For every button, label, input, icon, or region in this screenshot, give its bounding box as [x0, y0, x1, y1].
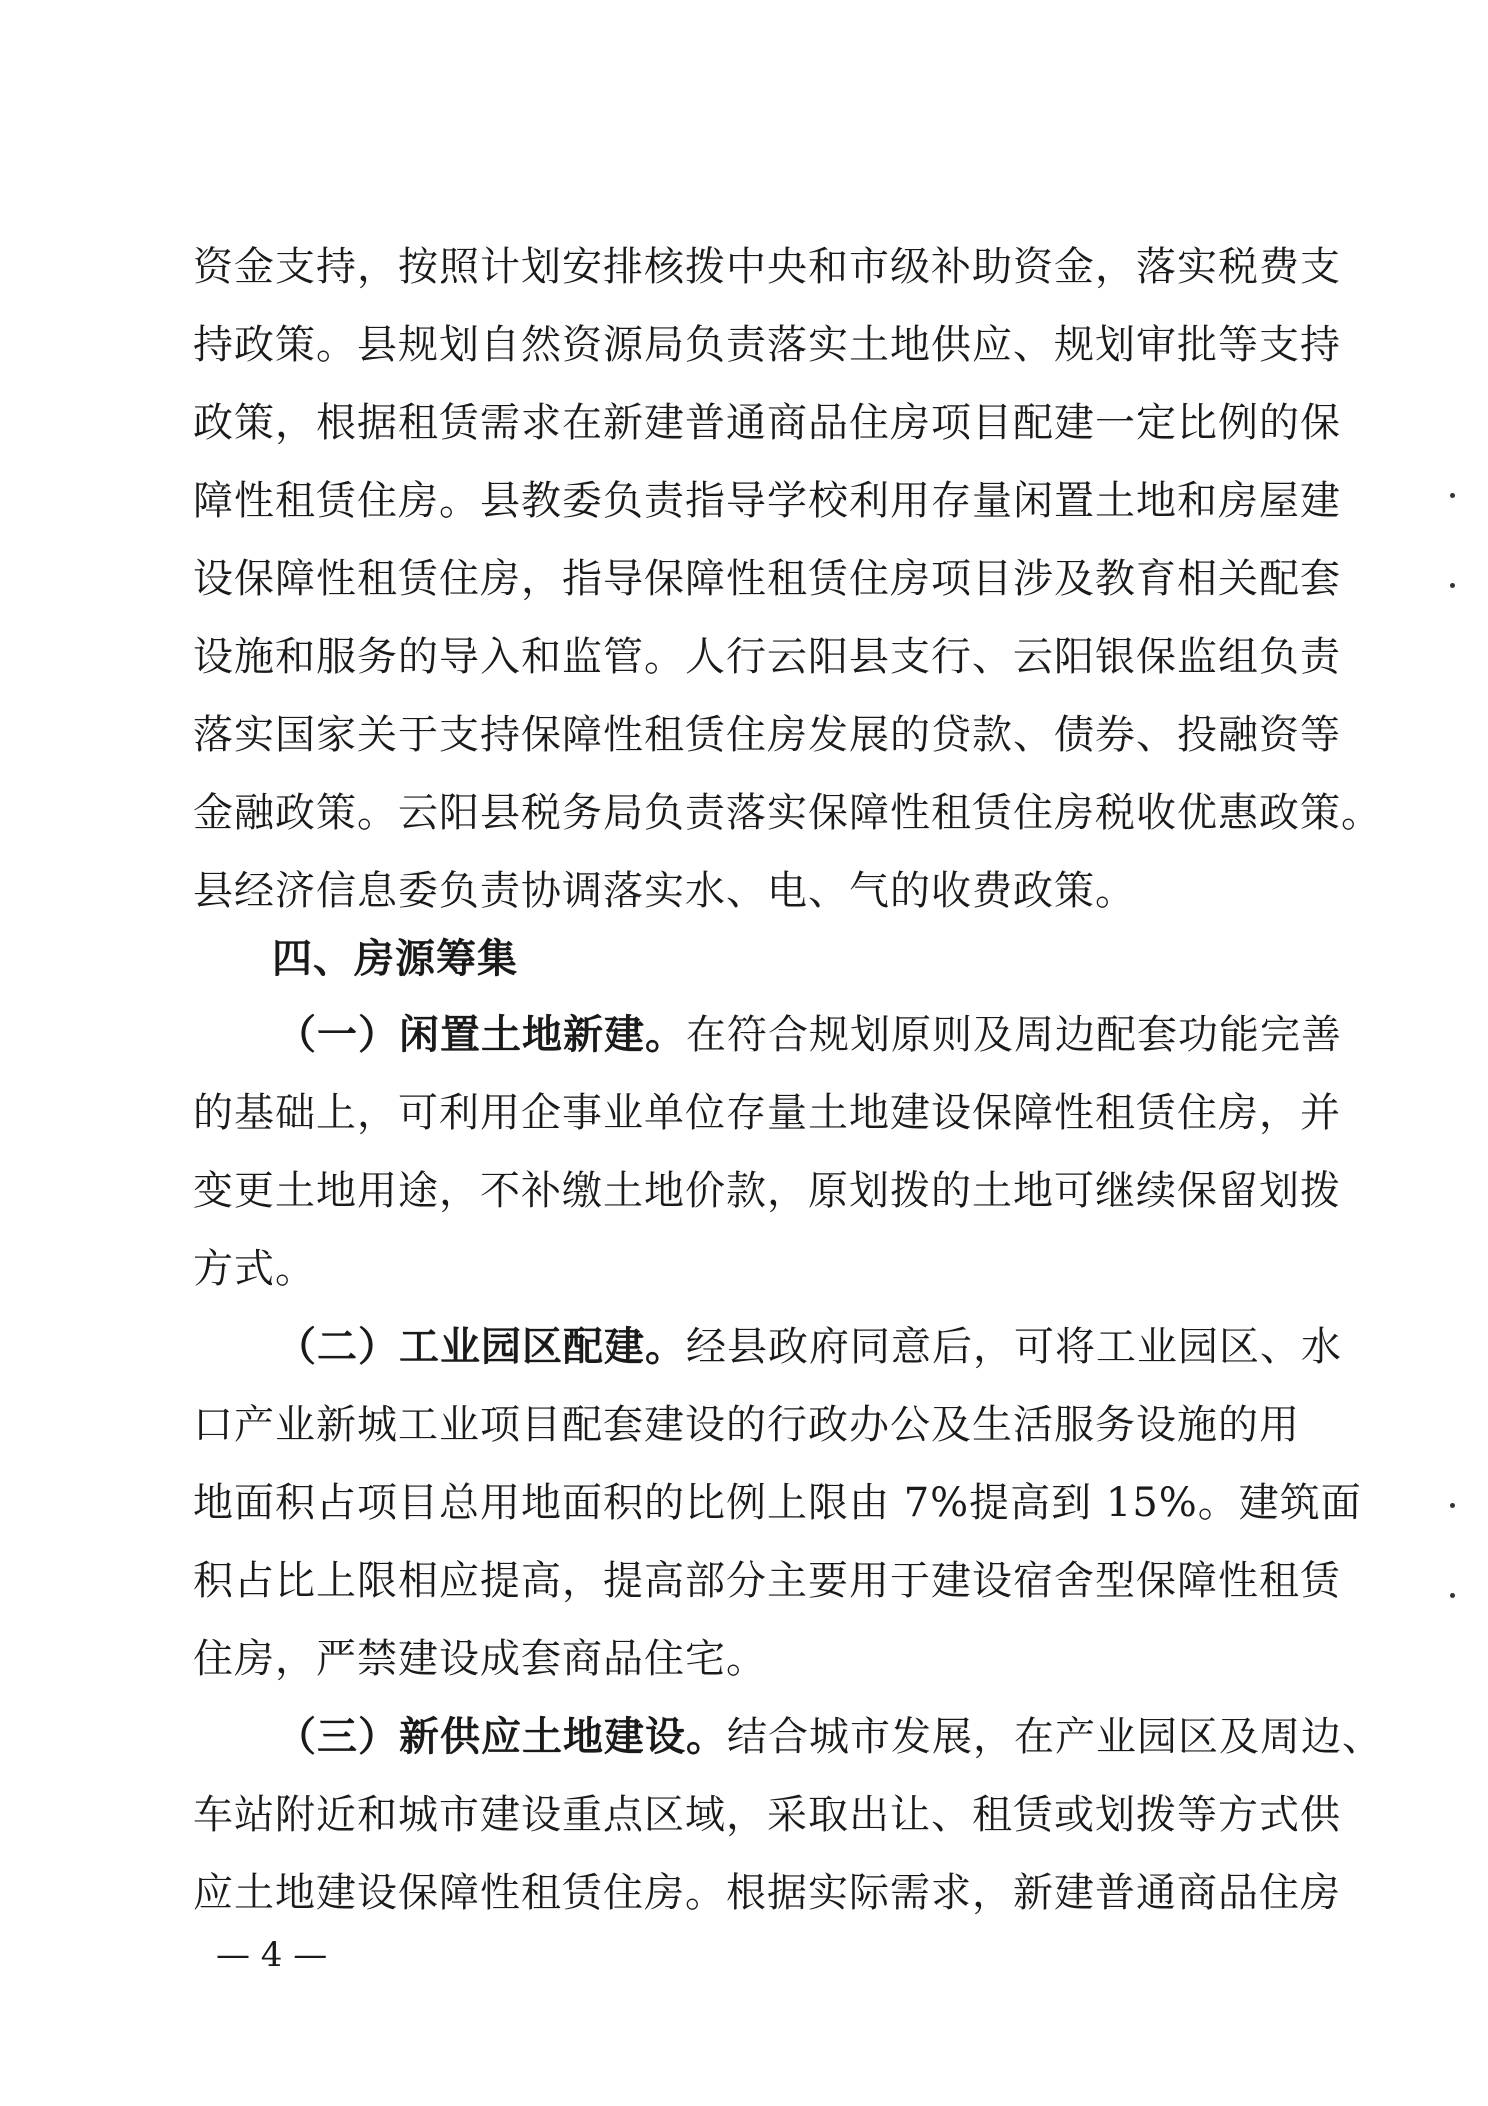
body-line-7: 落实国家关于支持保障性租赁住房发展的贷款、债券、投融资等 — [193, 712, 1341, 758]
body-line-3: 政策，根据租赁需求在新建普通商品住房项目配建一定比例的保 — [193, 400, 1341, 446]
para2-line-5: 住房，严禁建设成套商品住宅。 — [193, 1636, 767, 1682]
body-line-6: 设施和服务的导入和监管。人行云阳县支行、云阳银保监组负责 — [193, 634, 1341, 680]
para3-line-3: 应土地建设保障性租赁住房。根据实际需求，新建普通商品住房 — [193, 1870, 1341, 1916]
section-heading: 四、房源筹集 — [272, 935, 518, 982]
para1-first-line — [276, 1011, 1342, 1059]
para2-line-2: 口产业新城工业项目配套建设的行政办公及生活服务设施的用 — [193, 1402, 1300, 1448]
body-line-4: 障性租赁住房。县教委负责指导学校利用存量闲置土地和房屋建 — [193, 478, 1341, 524]
para2-line-4: 积占比上限相应提高，提高部分主要用于建设宿舍型保障性租赁 — [193, 1558, 1341, 1604]
body-line-2: 持政策。县规划自然资源局负责落实土地供应、规划审批等支持 — [193, 322, 1341, 368]
para2-title: （二）工业园区配建。 — [276, 1323, 686, 1370]
body-line-8: 金融政策。云阳县税务局负责落实保障性租赁住房税收优惠政策。 — [193, 790, 1382, 836]
para1-first-line-text: 在符合规划原则及周边配套功能完善 — [686, 1012, 1342, 1058]
para3-line-2: 车站附近和城市建设重点区域，采取出让、租赁或划拨等方式供 — [193, 1792, 1341, 1838]
para1-title: （一）闲置土地新建。 — [276, 1011, 686, 1058]
para2-line-3: 地面积占项目总用地面积的比例上限由 7%提高到 15%。建筑面 — [193, 1480, 1362, 1526]
para1-line-3: 变更土地用途，不补缴土地价款，原划拨的土地可继续保留划拨 — [193, 1168, 1341, 1214]
margin-mark — [1450, 1593, 1455, 1598]
para3-title: （三）新供应土地建设。 — [276, 1713, 727, 1760]
para3-first-line-text: 结合城市发展，在产业园区及周边、 — [727, 1714, 1383, 1760]
body-line-5: 设保障性租赁住房，指导保障性租赁住房项目涉及教育相关配套 — [193, 556, 1341, 602]
margin-mark — [1450, 583, 1455, 588]
margin-mark — [1450, 1503, 1455, 1508]
para1-line-4: 方式。 — [193, 1246, 316, 1292]
body-line-1: 资金支持，按照计划安排核拨中央和市级补助资金，落实税费支 — [193, 244, 1341, 290]
para1-line-2: 的基础上，可利用企事业单位存量土地建设保障性租赁住房，并 — [193, 1090, 1341, 1136]
para3-first-line — [276, 1713, 1383, 1761]
body-line-9: 县经济信息委负责协调落实水、电、气的收费政策。 — [193, 868, 1136, 914]
para2-first-line-text: 经县政府同意后，可将工业园区、水 — [686, 1324, 1342, 1370]
page-number: — 4 — — [216, 1935, 328, 1975]
para2-first-line — [276, 1323, 1342, 1371]
margin-mark — [1450, 493, 1455, 498]
